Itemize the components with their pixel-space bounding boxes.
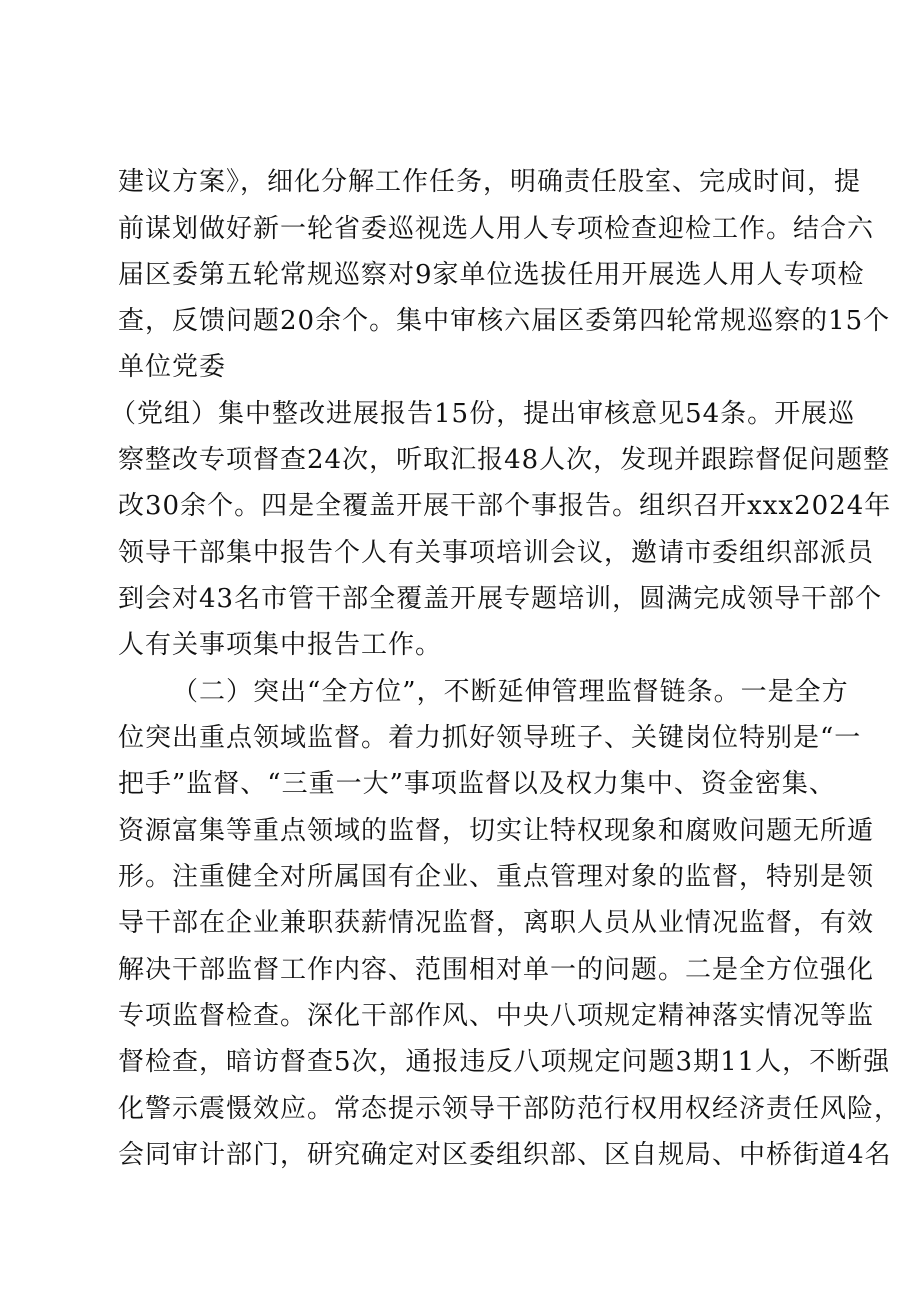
- text-line: 督检查，暗访督查5次，通报违反八项规定问题3期11人，不断强: [118, 1047, 891, 1077]
- text-line: 解决干部监督工作内容、范围相对单一的问题。二是全方位强化: [118, 955, 875, 985]
- text-line: 前谋划做好新一轮省委巡视选人用人专项检查迎检工作。结合六: [118, 214, 875, 244]
- text-line: 资源富集等重点领域的监督，切实让特权现象和腐败问题无所遁: [118, 816, 875, 846]
- section-heading-line: （二）突出“全方位”，不断延伸管理监督链条。一是全方: [172, 677, 849, 707]
- text-line: 单位党委: [118, 352, 227, 382]
- text-line: 导干部在企业兼职获薪情况监督，离职人员从业情况监督，有效: [118, 908, 875, 938]
- text-line: 位突出重点领域监督。着力抓好领导班子、关键岗位特别是“一: [118, 723, 862, 753]
- text-line: 会同审计部门，研究确定对区委组织部、区自规局、中桥街道4名: [118, 1140, 892, 1170]
- text-line: 化警示震慑效应。常态提示领导干部防范行权用权经济责任风险，: [118, 1094, 902, 1124]
- text-line: 改30余个。四是全覆盖开展干部个事报告。组织召开xxx2024年: [118, 491, 892, 521]
- text-line: 领导干部集中报告个人有关事项培训会议，邀请市委组织部派员: [118, 538, 875, 568]
- text-line: （党组）集中整改进展报告15份，提出审核意见54条。开展巡: [110, 399, 856, 429]
- text-line: 察整改专项督查24次，听取汇报48人次，发现并跟踪督促问题整: [118, 445, 891, 475]
- text-line: 建议方案》，细化分解工作任务，明确责任股室、完成时间，提: [118, 167, 862, 197]
- text-line: 届区委第五轮常规巡察对9家单位选拔任用开展选人用人专项检: [118, 260, 865, 290]
- text-line: 查，反馈问题20余个。集中审核六届区委第四轮常规巡察的15个: [118, 306, 891, 336]
- text-line: 把手”监督、“三重一大”事项监督以及权力集中、资金密集、: [118, 769, 836, 799]
- text-line: 专项监督检查。深化干部作风、中央八项规定精神落实情况等监: [118, 1001, 875, 1031]
- text-line: 人有关事项集中报告工作。: [118, 630, 443, 660]
- text-line: 形。注重健全对所属国有企业、重点管理对象的监督，特别是领: [118, 862, 875, 892]
- text-line: 到会对43名市管干部全覆盖开展专题培训，圆满完成领导干部个: [118, 584, 883, 614]
